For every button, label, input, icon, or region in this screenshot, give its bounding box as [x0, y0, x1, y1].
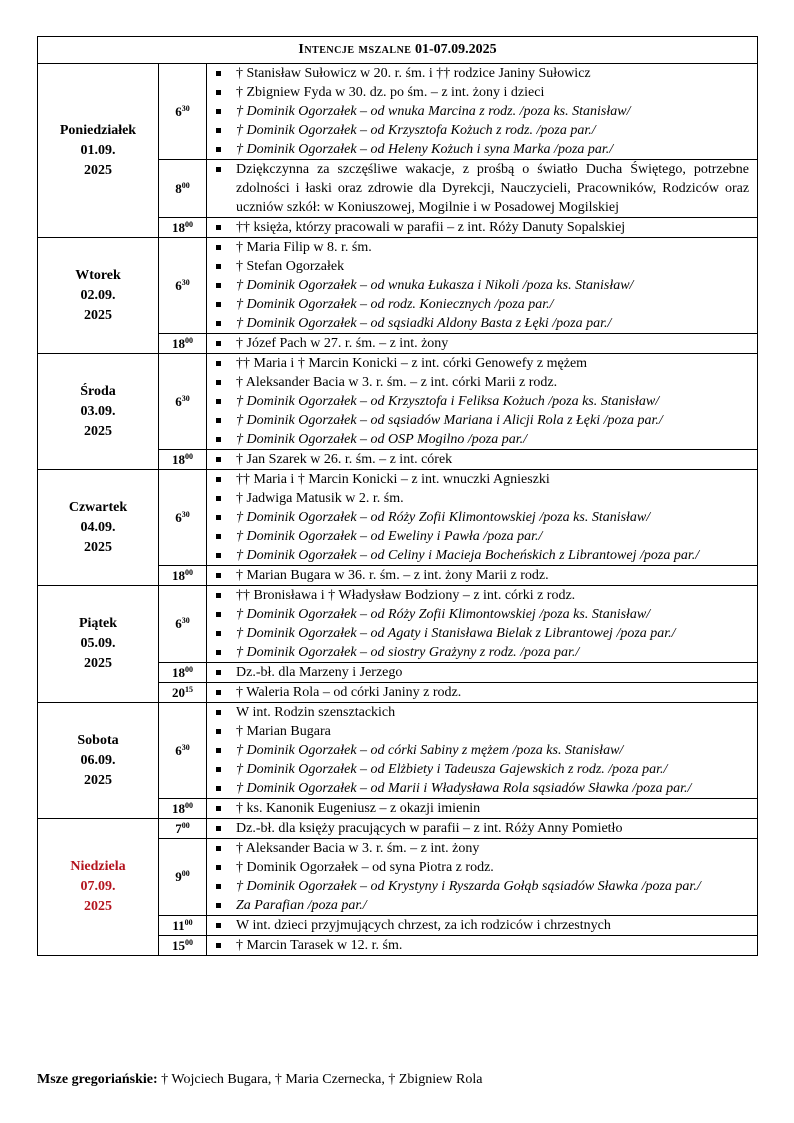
- mass-time-minutes: 30: [181, 393, 190, 403]
- intention-item: † Dominik Ogorzałek – od Róży Zofii Klimontowskiej /poza ks. Stanisław/: [207, 508, 749, 527]
- mass-time: [159, 354, 207, 450]
- intention-item: † Dominik Ogorzałek – od rodz. Koniecznych /poza par./: [207, 295, 749, 314]
- mass-time-minutes: 00: [181, 180, 190, 190]
- intention-list: [207, 683, 749, 702]
- mass-time-minutes: 00: [185, 664, 193, 674]
- day-date: 03.09.: [80, 403, 116, 419]
- day-cell: [38, 819, 159, 956]
- mass-time: [159, 839, 207, 916]
- mass-time: [159, 916, 207, 936]
- intention-item: † Dominik Ogorzałek – od córki Sabiny z mężem /poza ks. Stanisław/: [207, 741, 749, 760]
- mass-time: [159, 703, 207, 799]
- day-name: Niedziela: [70, 859, 126, 874]
- mass-time-minutes: 00: [181, 820, 190, 830]
- intention-item: † Dominik Ogorzałek – od Agaty i Stanisława Bielak z Librantowej /poza par./: [207, 624, 749, 643]
- mass-time-hour: 18: [172, 567, 185, 583]
- mass-time-hour: 6: [175, 616, 182, 631]
- intention-item: Dziękczynna za szczęśliwe wakacje, z prośbą o światło Ducha Świętego, potrzebne zdolności i łaski oraz zdrowie dla Dyrekcji, Nauczycieli, Pracowników, Rodziców oraz uczniów szkół: w Koniuszowej, Mogilnie i w Posadowej Mogilskiej: [207, 160, 749, 217]
- mass-time-minutes: 00: [185, 567, 193, 577]
- day-name: Czwartek: [68, 499, 128, 515]
- day-date: 06.09.: [80, 752, 116, 768]
- intentions-cell: [207, 334, 758, 354]
- intention-item: Dz.-bł. dla księży pracujących w parafii – z int. Róży Anny Pomietło: [207, 819, 749, 838]
- day-date: 04.09.: [80, 519, 116, 535]
- schedule-row: [38, 470, 758, 566]
- mass-time: [159, 683, 207, 703]
- intentions-cell: [207, 218, 758, 238]
- mass-time-hour: 6: [175, 509, 182, 525]
- intention-list: [207, 819, 749, 838]
- schedule-row: [38, 819, 758, 839]
- intention-item: † Marian Bugara: [207, 722, 749, 741]
- day-date: 01.09.: [80, 142, 116, 158]
- mass-time-minutes: 00: [185, 937, 193, 947]
- day-year: 2025: [84, 656, 112, 671]
- gregorian-masses-text: † Wojciech Bugara, † Maria Czernecka, † Zbigniew Rola: [157, 1072, 483, 1087]
- intention-list: [207, 586, 749, 662]
- intention-item: Dz.-bł. dla Marzeny i Jerzego: [207, 663, 749, 682]
- mass-time: [159, 663, 207, 683]
- intentions-cell: [207, 819, 758, 839]
- mass-time: [159, 819, 207, 839]
- mass-time-minutes: 30: [181, 742, 190, 752]
- mass-time-hour: 18: [172, 451, 185, 467]
- intention-item: †† Maria i † Marcin Konicki – z int. córki Genowefy z mężem: [207, 354, 749, 373]
- intention-item: Za Parafian /poza par./: [207, 896, 749, 915]
- day-year: 2025: [84, 423, 112, 439]
- mass-intentions-table: [37, 36, 758, 956]
- intention-list: [207, 663, 749, 682]
- mass-time: [159, 450, 207, 470]
- intention-item: W int. Rodzin szensztackich: [207, 703, 749, 722]
- day-cell: [38, 703, 159, 819]
- intention-item: †† Maria i † Marcin Konicki – z int. wnuczki Agnieszki: [207, 470, 749, 489]
- mass-time-minutes: 15: [185, 684, 193, 694]
- intention-list: [207, 916, 749, 935]
- intention-list: [207, 936, 749, 955]
- intention-list: [207, 354, 749, 449]
- mass-time-minutes: 00: [185, 800, 193, 810]
- intention-item: † Waleria Rola – od córki Janiny z rodz.: [207, 683, 749, 702]
- mass-time-hour: 20: [172, 684, 185, 700]
- intention-item: † Dominik Ogorzałek – od Krzysztofa i Feliksa Kożuch /poza ks. Stanisław/: [207, 392, 749, 411]
- intention-list: [207, 470, 749, 565]
- intentions-cell: [207, 663, 758, 683]
- intention-item: † Dominik Ogorzałek – od Heleny Kożuch i syna Marka /poza par./: [207, 140, 749, 159]
- mass-time-minutes: 00: [185, 219, 193, 229]
- intention-item: † Dominik Ogorzałek – od Marii i Władysława Rola sąsiadów Sławka /poza par./: [207, 779, 749, 798]
- intention-item: †† Bronisława i † Władysław Bodziony – z int. córki z rodz.: [207, 586, 749, 605]
- mass-time: [159, 936, 207, 956]
- intention-list: [207, 703, 749, 798]
- intention-item: † Dominik Ogorzałek – od Krzysztofa Kożuch z rodz. /poza par./: [207, 121, 749, 140]
- intention-list: [207, 839, 749, 915]
- intention-list: [207, 334, 749, 353]
- day-cell: [38, 470, 159, 586]
- intention-item: † Dominik Ogorzałek – od wnuka Marcina z rodz. /poza ks. Stanisław/: [207, 102, 749, 121]
- day-year: 2025: [84, 162, 112, 178]
- intention-item: † Dominik Ogorzałek – od Celiny i Macieja Bocheńskich z Librantowej /poza par./: [207, 546, 749, 565]
- intentions-cell: [207, 703, 758, 799]
- schedule-row: [38, 354, 758, 450]
- title-caps: Intencje mszalne: [298, 42, 412, 57]
- intention-list: [207, 566, 749, 585]
- intention-item: † Dominik Ogorzałek – od Róży Zofii Klimontowskiej /poza ks. Stanisław/: [207, 605, 749, 624]
- day-name: Sobota: [77, 732, 119, 748]
- intentions-cell: [207, 238, 758, 334]
- day-date: 02.09.: [80, 287, 116, 303]
- schedule-body: [38, 37, 758, 956]
- mass-time-minutes: 00: [181, 869, 190, 878]
- intention-item: † Stefan Ogorzałek: [207, 257, 749, 276]
- mass-time-minutes: 30: [181, 616, 190, 625]
- day-year: 2025: [84, 539, 112, 555]
- day-cell: [38, 586, 159, 703]
- day-date: 05.09.: [80, 636, 116, 651]
- mass-time-minutes: 30: [181, 509, 190, 519]
- mass-time: [159, 586, 207, 663]
- mass-time: [159, 238, 207, 334]
- mass-time: [159, 218, 207, 238]
- intention-list: [207, 799, 749, 818]
- intention-item: † Dominik Ogorzałek – od sąsiadki Aldony Basta z Łęki /poza par./: [207, 314, 749, 333]
- intention-item: † Stanisław Sułowicz w 20. r. śm. i †† rodzice Janiny Sułowicz: [207, 64, 749, 83]
- intention-item: † Dominik Ogorzałek – od Eweliny i Pawła /poza par./: [207, 527, 749, 546]
- intention-item: † Zbigniew Fyda w 30. dz. po śm. – z int. żony i dzieci: [207, 83, 749, 102]
- intentions-cell: [207, 64, 758, 160]
- page-title: [38, 37, 758, 64]
- intention-item: † Marcin Tarasek w 12. r. śm.: [207, 936, 749, 955]
- mass-time-hour: 18: [172, 664, 185, 680]
- intentions-cell: [207, 916, 758, 936]
- intentions-cell: [207, 450, 758, 470]
- intention-item: † Dominik Ogorzałek – od Krystyny i Ryszarda Gołąb sąsiadów Sławka /poza par./: [207, 877, 749, 896]
- intention-item: † Dominik Ogorzałek – od syna Piotra z rodz.: [207, 858, 749, 877]
- day-name: Piątek: [78, 616, 118, 631]
- intention-list: [207, 64, 749, 159]
- intention-item: † Józef Pach w 27. r. śm. – z int. żony: [207, 334, 749, 353]
- schedule-row: [38, 64, 758, 160]
- intentions-cell: [207, 839, 758, 916]
- mass-time-minutes: 00: [185, 451, 193, 461]
- intention-item: † Dominik Ogorzałek – od Elżbiety i Tadeusza Gajewskich z rodz. /poza par./: [207, 760, 749, 779]
- mass-time-minutes: 00: [184, 917, 193, 927]
- schedule-row: [38, 586, 758, 663]
- day-name: Środa: [80, 383, 116, 399]
- day-name: Wtorek: [75, 267, 121, 283]
- day-year: 2025: [84, 772, 112, 788]
- intention-item: †† księża, którzy pracowali w parafii – z int. Róży Danuty Sopalskiej: [207, 218, 749, 237]
- intention-list: [207, 160, 749, 217]
- intention-item: W int. dzieci przyjmujących chrzest, za ich rodziców i chrzestnych: [207, 916, 749, 935]
- mass-time-hour: 18: [172, 335, 185, 351]
- day-year: 2025: [84, 307, 112, 323]
- intentions-cell: [207, 799, 758, 819]
- intention-item: † ks. Kanonik Eugeniusz – z okazji imienin: [207, 799, 749, 818]
- intention-list: [207, 450, 749, 469]
- intentions-cell: [207, 936, 758, 956]
- day-cell: [38, 354, 159, 470]
- intention-item: † Dominik Ogorzałek – od siostry Grażyny z rodz. /poza par./: [207, 643, 749, 662]
- day-date: 07.09.: [80, 879, 116, 894]
- intention-list: [207, 238, 749, 333]
- mass-time-minutes: 00: [185, 335, 193, 345]
- intention-item: † Dominik Ogorzałek – od wnuka Łukasza i Nikoli /poza ks. Stanisław/: [207, 276, 749, 295]
- mass-time: [159, 64, 207, 160]
- intention-list: [207, 218, 749, 237]
- day-year: 2025: [84, 899, 112, 914]
- intention-item: † Dominik Ogorzałek – od OSP Mogilno /poza par./: [207, 430, 749, 449]
- intentions-cell: [207, 566, 758, 586]
- schedule-row: [38, 238, 758, 334]
- mass-time: [159, 470, 207, 566]
- mass-time-hour: 11: [172, 917, 185, 933]
- intentions-cell: [207, 586, 758, 663]
- title-dates: 01-07.09.2025: [414, 42, 497, 57]
- mass-time: [159, 566, 207, 586]
- intentions-cell: [207, 683, 758, 703]
- gregorian-masses-note: [37, 1072, 482, 1088]
- mass-time-hour: 6: [175, 393, 182, 409]
- intention-item: † Aleksander Bacia w 3. r. śm. – z int. córki Marii z rodz.: [207, 373, 749, 392]
- intentions-cell: [207, 160, 758, 218]
- mass-time-minutes: 30: [181, 277, 190, 287]
- intention-item: † Marian Bugara w 36. r. śm. – z int. żony Marii z rodz.: [207, 566, 749, 585]
- intention-item: † Jadwiga Matusik w 2. r. śm.: [207, 489, 749, 508]
- intentions-cell: [207, 470, 758, 566]
- intention-item: † Aleksander Bacia w 3. r. śm. – z int. żony: [207, 839, 749, 858]
- mass-time: [159, 160, 207, 218]
- intention-item: † Maria Filip w 8. r. śm.: [207, 238, 749, 257]
- mass-time-hour: 15: [172, 937, 185, 953]
- day-cell: [38, 64, 159, 238]
- day-cell: [38, 238, 159, 354]
- mass-time-hour: 7: [175, 820, 182, 836]
- mass-time-hour: 6: [175, 742, 182, 758]
- mass-time-hour: 18: [172, 219, 185, 235]
- mass-time: [159, 334, 207, 354]
- intention-item: † Dominik Ogorzałek – od sąsiadów Mariana i Alicji Rola z Łęki /poza par./: [207, 411, 749, 430]
- day-name: Poniedziałek: [59, 122, 137, 138]
- mass-time-hour: 6: [175, 277, 182, 293]
- intentions-cell: [207, 354, 758, 450]
- mass-time-hour: 8: [175, 180, 182, 196]
- title-row: [38, 37, 758, 64]
- mass-time-hour: 6: [175, 103, 182, 119]
- mass-time-minutes: 30: [181, 103, 190, 113]
- mass-time: [159, 799, 207, 819]
- mass-time-hour: 9: [175, 869, 182, 884]
- mass-time-hour: 18: [172, 800, 185, 816]
- gregorian-masses-label: Msze gregoriańskie:: [37, 1072, 158, 1087]
- intention-item: † Jan Szarek w 26. r. śm. – z int. córek: [207, 450, 749, 469]
- schedule-row: [38, 703, 758, 799]
